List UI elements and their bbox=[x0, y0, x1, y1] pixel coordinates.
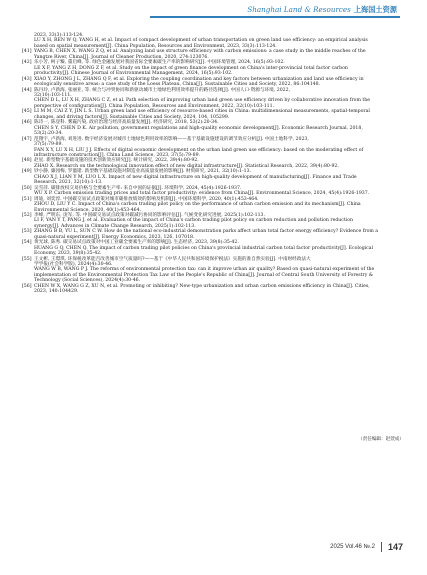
reference-number: [46] bbox=[22, 120, 32, 126]
reference-line: 周迪, 刘奕淳. 中国碳交易试点政策对城市碳排放绩效的影响及机制[J]. 中国环境科学, 2020, 40(1):453-464. bbox=[34, 196, 259, 202]
reference-number: [51] bbox=[22, 196, 32, 202]
reference-entry bbox=[22, 240, 404, 256]
reference-text bbox=[34, 257, 404, 284]
reference-text bbox=[34, 213, 404, 229]
reference-entry bbox=[22, 158, 404, 169]
reference-number: [55] bbox=[22, 256, 32, 262]
reference-text bbox=[34, 186, 404, 197]
footer-divider bbox=[381, 542, 382, 552]
reference-line: LU X H, REN W Q, YANG H, et al. Impact of compact development of urban transportation on green land use efficiency: an empirical analysis bbox=[34, 38, 368, 44]
reference-number: [53] bbox=[22, 229, 32, 235]
reference-line: 陈诗一, 陈登科. 雾霾污染, 政府治理与经济高质量发展[J]. 经济研究, 2018, 53(2):20-34. bbox=[34, 120, 219, 126]
reference-line: ecologically sensitive areas: a case study of the Loess Plateau, China[J]. Sustainable Cities and Society, 2022, 86:104148. bbox=[34, 82, 321, 88]
reference-number: [42] bbox=[22, 60, 32, 66]
reference-line: CHEN S Y, CHEN D K. Air pollution, government regulations and high-quality economic development[J]. Economic Research Journal, 2018, bbox=[34, 125, 363, 131]
reference-list bbox=[22, 33, 404, 295]
reference-entry bbox=[22, 38, 404, 49]
reference-line: 陈丹玲, 卢新海, 张丽亚, 等. 统合与冲突协同和新驱动城市土地绿色利用效率提升的路径选择[J]. 中国人口·资源与环境, 2022, bbox=[34, 87, 291, 93]
reference-number: [47] bbox=[22, 136, 32, 142]
reference-line: 32(10):103-111. bbox=[34, 92, 72, 98]
header-rule bbox=[150, 16, 400, 18]
reference-entry bbox=[22, 109, 404, 120]
reference-entry bbox=[22, 197, 404, 213]
reference-text bbox=[34, 88, 404, 110]
reference-line: CHEN D L, LU X H, ZHANG C Z, et al. Path selection of improving urban land green use efficiency driven by collaborative innovation from the bbox=[34, 98, 370, 104]
reference-text bbox=[34, 284, 404, 295]
reference-text bbox=[34, 169, 404, 185]
reference-line: WANG W B, WANG P J. The reforms of environmental protection tax: can it improve urban air quality? Based on quasi-natural experiment of the bbox=[34, 267, 375, 273]
reference-entry bbox=[22, 284, 404, 295]
reference-line: 李峰, 严明东, 庞军, 等. 中国碳交易试点政策对碳减污协同的影响评估[J]. 气候变化研究进展, 2025(1):102-113. bbox=[34, 212, 265, 218]
reference-number: [44] bbox=[22, 87, 32, 93]
reference-text bbox=[34, 120, 404, 136]
reference-number: [45] bbox=[22, 109, 32, 115]
reference-entry bbox=[22, 229, 404, 240]
issue-label: 2025 Vol.46 №.2 bbox=[330, 544, 375, 550]
journal-title-cn: 上海国土资源 bbox=[353, 5, 397, 14]
reference-entry bbox=[22, 186, 404, 197]
reference-number: [56] bbox=[22, 283, 32, 289]
reference-line: Research, 2021, 32(10):1-13. bbox=[34, 180, 103, 186]
reference-line: ZHAO X. Research on the technological innovation effect of new digital infrastructure[J]. Statistical Research, 2022, 39(4):80-92. bbox=[34, 163, 339, 169]
reference-line: changes, and driving factors[J]. Sustainable Cities and Society, 2024, 104, 105299. bbox=[34, 114, 230, 120]
journal-header bbox=[0, 0, 427, 34]
reference-line: 钞小静, 廉园梅, 罗鎏锴. 新型数字基础设施对制造业高质量发展的影响[J]. 财贸研究, 2021, 32(10):1-13. bbox=[34, 169, 252, 175]
page-number: 147 bbox=[387, 542, 403, 552]
reference-line: CHEN W X, WANG G Z, XU N, et al. Promoting or inhibiting? New-type urbanization and urban carbon emissions efficiency in China[J]. Cities, bbox=[34, 283, 370, 289]
reference-line: 吴雪萍. 碳排放权交易价格与全要素生产率: 来自中国的证据[J]. 环境科学, 2024, 45(4):1926-1937. bbox=[34, 185, 242, 191]
reference-line: XIAO Y, ZHONG J L, ZHANG Q F, et al. Exploring the coupling coordination and key factors between urbanization and land use efficiency in bbox=[34, 76, 364, 82]
reference-text bbox=[34, 229, 404, 240]
reference-line: 范翔宇, 卢新海, 刘进进. 数字经济发展对城市土地绿色利用效率的影响——基于基础设施建设的调节效应分析[J]. 中国土地科学, 2023, bbox=[34, 136, 309, 142]
reference-entry bbox=[22, 60, 404, 76]
reference-line: 学学报(社会科学版), 2024(4):30-46. bbox=[34, 262, 113, 268]
reference-number: [43] bbox=[22, 76, 32, 82]
reference-line: 王文彬, 王璟琪. 环保税改革能否改善城市空气质量吗?——基于《中华人民共和国环境保护税法》实施的准自然实验[J]. 中南财经政法大 bbox=[34, 256, 311, 262]
reference-line: 乐小芳, 柯子臻, 董启峰, 等. 绿色金融发展对我国省际全要素碳生产率的影响研究[J]. 中国环境管理, 2024, 16(5):93-102. bbox=[34, 60, 285, 66]
reference-line: ZHOU D, LIU Y C. Impact of China's carbon trading pilot policy on the performance of urban carbon emission and its mechanism[J]. China bbox=[34, 202, 361, 208]
reference-number: [50] bbox=[22, 185, 32, 191]
reference-line: LI F, YAN Y T, PANG J, et al. Evaluation of the impact of China's carbon trading pilot policy on carbon reduction and pollution reduction bbox=[34, 218, 354, 224]
reference-entry bbox=[22, 120, 404, 136]
reference-number: [52] bbox=[22, 212, 32, 218]
reference-number: [41] bbox=[22, 49, 32, 55]
reference-line: 53(2):20-34. bbox=[34, 131, 63, 137]
reference-text bbox=[34, 158, 404, 169]
journal-title bbox=[247, 5, 397, 15]
reference-text bbox=[34, 109, 404, 120]
reference-number: [54] bbox=[22, 240, 32, 246]
reference-number: [49] bbox=[22, 169, 32, 175]
reference-entry bbox=[22, 137, 404, 159]
reference-line: synergy[J]. Advances in Climate Change Research, 2025(1):102-113. bbox=[34, 223, 196, 229]
reference-line: LI M M, CAI Z Y, JIN L S. Urban green land use efficiency of resource-based cities in China: multidimensional measurements, spatial-temporal bbox=[34, 109, 370, 115]
reference-line: CHAO X J, LIAN Y M, LUO L X. Impact of new digital infrastructure on high-quality development of manufacturing[J]. Finance and Trade bbox=[34, 174, 357, 180]
reference-text bbox=[34, 137, 404, 159]
reference-line: 2023, 140:104429. bbox=[34, 289, 79, 295]
reference-line: infrastructure construction[J]. China Land Science, 2023, 37(5):79-89. bbox=[34, 152, 201, 158]
reference-line: perspective of configuration[J]. China Population, Resources and Environment, 2022, 32(10):103-111. bbox=[34, 103, 275, 109]
reference-line: based on spatial measurement[J]. China Population, Resources and Environment, 2023, 33(3):113-124. bbox=[34, 43, 277, 49]
reference-line: 37(5):79-89. bbox=[34, 142, 63, 148]
reference-text bbox=[34, 77, 404, 88]
reference-entry bbox=[22, 213, 404, 229]
reference-line: productivity[J]. Chinese Journal of Environmental Management, 2024, 16(5):93-102. bbox=[34, 71, 233, 77]
reference-text bbox=[34, 60, 404, 76]
reference-line: Economy, 2023, 39(8):35-42. bbox=[34, 251, 102, 257]
journal-title-en: Shanghai Land & Resources bbox=[247, 5, 351, 14]
responsible-editor: （责任编辑：赵萱成） bbox=[358, 437, 404, 442]
reference-line: quasi-natural experiment[J]. Energy Economics, 2023, 126, 107018. bbox=[34, 234, 195, 240]
reference-line: 2023, 33(3):113-124. bbox=[34, 33, 84, 38]
reference-line: 黄光球, 陈秀. 碳交易试点政策对中国工业碳全要素生产率的影响[J]. 生态经济, 2023, 39(8):35-42. bbox=[34, 240, 239, 246]
reference-line: Environmental Science, 2020, 40(1):453-464. bbox=[34, 207, 142, 213]
reference-entry bbox=[22, 257, 404, 284]
reference-line: LE X F, YANG Z H, DONG Z F, et al. Study on the impact of green finance development on China's inter-provincial total factor carbon bbox=[34, 65, 348, 71]
reference-text bbox=[34, 197, 404, 213]
reference-number: [48] bbox=[22, 158, 32, 164]
page-footer bbox=[330, 541, 403, 553]
reference-line: ZHANG B B, YU L, SUN C W. How do the national eco-industrial demonstration parks affect urban total factor energy efficiency? Evidence from a bbox=[34, 229, 379, 235]
reference-line: Yangtze River, China[J]. Journal of Cleaner Production, 2020, 274:123076. bbox=[34, 54, 209, 60]
reference-entry bbox=[22, 88, 404, 110]
reference-line: Technology (Social Sciences), 2024(4):30-46. bbox=[34, 278, 141, 284]
reference-entry bbox=[22, 77, 404, 88]
reference-line: implementation of the Environmental Protection Tax Law of the People's Republic of China[J]. Journal of Central South University of Forestry & bbox=[34, 272, 373, 278]
reference-entry bbox=[22, 169, 404, 185]
reference-entry bbox=[22, 49, 404, 60]
reference-line: YANG B, CHEN X, WANG Z Q, et al. Analyzing land use structure efficiency with carbon emissions: a case study in the middle reaches of the bbox=[34, 49, 366, 55]
reference-line: FAN X Y, LU X H, LIU J J. Effects of digital economic development on the urban land green use efficiency: based on the moderating effect of bbox=[34, 147, 364, 153]
reference-line: WU X P. Carbon emission trading prices and total factor productivity: evidence from China[J]. Environmental Science, 2024, 45(4):1926-1937. bbox=[34, 191, 370, 197]
reference-text bbox=[34, 240, 404, 256]
reference-text bbox=[34, 38, 404, 49]
reference-text bbox=[34, 49, 404, 60]
reference-line: HUANG G Q, CHEN Q. The impact of carbon trading pilot policies on China's provincial industrial carbon total factor productivity[J]. Ecological bbox=[34, 245, 373, 251]
reference-line: 赵星. 新型数字基础设施的技术创新效应研究[J]. 统计研究, 2022, 39(4):80-92. bbox=[34, 158, 199, 164]
